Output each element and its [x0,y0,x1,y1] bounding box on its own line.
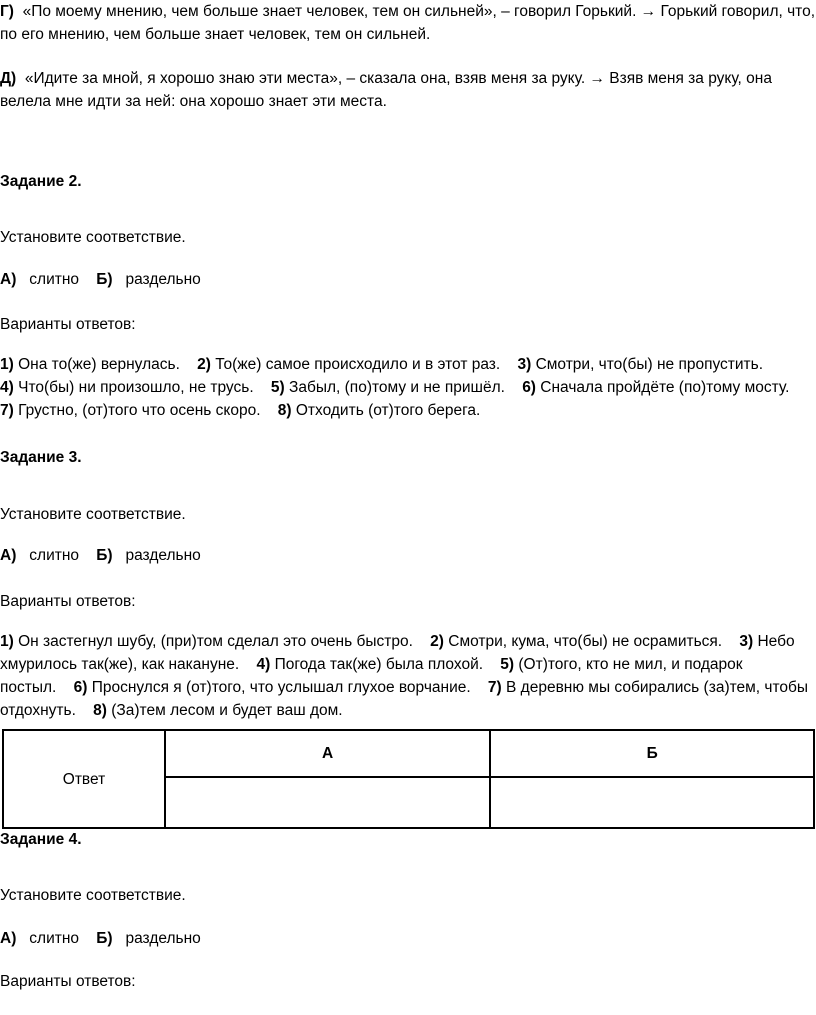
task2-instruction: Установите соответствие. [0,229,186,246]
task3-instruction: Установите соответствие. [0,506,186,523]
task3-variants-label: Варианты ответов: [0,593,136,610]
task2-item: 2) То(же) самое происходило и в этот раз. [197,356,501,373]
answer-table [2,729,815,829]
task3-item: 8) (За)тем лесом и будет ваш дом. [93,702,343,719]
task3-items [0,630,816,722]
task4-instruction-block [0,884,816,907]
task2-opt-b-marker: Б) [96,271,113,288]
task4-title: Задание 4. [0,831,82,848]
item-g-text: «По моему мнению, чем больше знает человек, тем он сильней», – говорил Горький. → Горький говорил, что, по его мнению, чем больше знает человек, тем он сильней. [0,3,816,43]
task3-item: 4) Погода так(же) была плохой. [256,656,484,673]
task3-variants-label-block [0,590,816,613]
item-d [0,67,816,113]
task2-item: 7) Грустно, (от)того что осень скоро. [0,402,261,419]
task3-instruction-block [0,503,816,526]
task4-opt-a-marker: А) [0,930,17,947]
task2-item: 1) Она то(же) вернулась. [0,356,180,373]
task2-item: 4) Что(бы) ни произошло, не трусь. [0,379,254,396]
answer-col-a-header: А [165,730,490,777]
task3-item: 3) Небо хмурилось так(же), как накануне. [0,633,795,673]
task4-options [0,927,816,950]
task3-options [0,544,816,567]
answer-cell-b[interactable] [490,777,814,828]
task4-opt-a: слитно [29,930,80,947]
task4-variants-label: Варианты ответов: [0,973,136,990]
task2-variants-label: Варианты ответов: [0,316,136,333]
task2-item: 8) Отходить (от)того берега. [277,402,481,419]
task3-opt-b: раздельно [125,547,201,564]
task3-item: 5) (От)того, кто не мил, и подарок постыл. [0,656,743,696]
task2-title-block [0,170,816,193]
task3-opt-b-marker: Б) [96,547,113,564]
task4-opt-b-marker: Б) [96,930,113,947]
task4-opt-b: раздельно [125,930,201,947]
task2-opt-a-marker: А) [0,271,17,288]
item-d-text: «Идите за мной, я хорошо знаю эти места», – сказала она, взяв меня за руку. → Взяв меня за руку, она велела мне идти за ней: она хорошо знает эти места. [0,70,772,110]
task3-item: 7) В деревню мы собирались (за)тем, чтобы отдохнуть. [0,679,809,719]
task2-instruction-block [0,226,816,249]
task2-variants-label-block [0,313,816,336]
task4-title-block [0,828,816,851]
answer-row-label: Ответ [3,730,165,828]
task2-options [0,268,816,291]
answer-cell-a[interactable] [165,777,490,828]
task4-instruction: Установите соответствие. [0,887,186,904]
task2-opt-a: слитно [29,271,80,288]
task2-items [0,353,816,422]
task3-title: Задание 3. [0,449,82,466]
item-g-marker: Г) [0,3,14,20]
task2-opt-b: раздельно [125,271,201,288]
item-d-marker: Д) [0,70,17,87]
task2-item: 5) Забыл, (по)тому и не пришёл. [270,379,505,396]
task2-title: Задание 2. [0,173,82,190]
answer-col-b-header: Б [490,730,814,777]
task3-title-block [0,446,816,469]
task2-item: 6) Сначала пройдёте (по)тому мосту. [522,379,790,396]
task2-item: 3) Смотри, что(бы) не пропустить. [517,356,764,373]
item-g [0,0,816,46]
task3-item: 2) Смотри, кума, что(бы) не осрамиться. [430,633,723,650]
task3-opt-a: слитно [29,547,80,564]
task3-item: 1) Он застегнул шубу, (при)том сделал это очень быстро. [0,633,413,650]
task3-item: 6) Проснулся я (от)того, что услышал глухое ворчание. [73,679,471,696]
task3-opt-a-marker: А) [0,547,17,564]
task4-variants-label-block [0,970,816,993]
